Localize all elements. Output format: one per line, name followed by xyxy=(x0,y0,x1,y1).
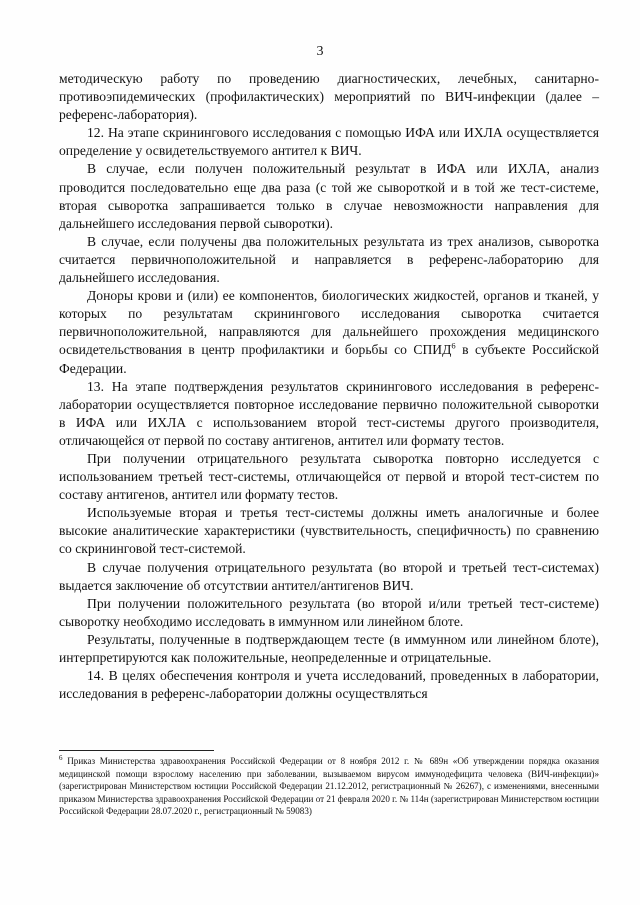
paragraph: В случае, если получены два положительных результата из трех анализов, сыворотка считается первичноположительной и направляется в референс-лабораторию для дальнейшего исследования. xyxy=(59,233,599,286)
paragraph: 12. На этапе скринингового исследования с помощью ИФА или ИХЛА осуществляется определение у освидетельствуемого антител к ВИЧ. xyxy=(59,125,599,159)
footnote xyxy=(59,755,599,818)
paragraph-text-continued: в субъекте Российской Федерации. xyxy=(59,342,599,376)
paragraph: Результаты, полученные в подтверждающем тесте (в иммунном или линейном блоте), интерпретируются как положительные, неопределенные и отрицательные. xyxy=(59,631,599,665)
paragraph: методическую работу по проведению диагностических, лечебных, санитарно-противоэпидемических (профилактических) мероприятий по ВИЧ-инфекции (далее – референс-лаборатория). xyxy=(59,71,599,123)
page-number: 3 xyxy=(316,44,324,59)
paragraph: При получении положительного результата (во второй и/или третьей тест-системе) сыворотку необходимо исследовать в иммунном или линейном блоте. xyxy=(59,595,599,629)
footnote-marker: 6 xyxy=(59,753,63,762)
footnote-reference[interactable]: 6 xyxy=(451,340,456,351)
paragraph-with-footnote xyxy=(59,287,599,377)
paragraph: В случае, если получен положительный результат в ИФА или ИХЛА, анализ проводится последовательно еще два раза (с той же сывороткой и в той же тест-системе, вторая сыворотка запрашивается только в случае невозможности направления для дальнейшего исследования первой сыворотки). xyxy=(59,161,599,231)
paragraph: В случае получения отрицательного результата (во второй и третьей тест-системах) выдается заключение об отсутствии антител/антигенов ВИЧ. xyxy=(59,559,599,593)
document-body xyxy=(59,70,599,703)
paragraph: При получении отрицательного результата сыворотка повторно исследуется с использованием третьей тест-системы, отличающейся от первой и второй тест-систем по составу антигенов, антител или формату тестов. xyxy=(59,450,599,503)
footnote-text: Приказ Министерства здравоохранения Российской Федерации от 8 ноября 2012 г. № 689н «Об утверждении порядка оказания медицинской помощи взрослому населению при заболевании, вызываемом вирусом иммунодефицита человека (ВИЧ-инфекции)» (зарегистрирован Министерством юстиции Российской Федерации 21.12.2012, регистрационный № 26267), с изменениями, внесенными приказом Министерства здравоохранения Российской Федерации от 21 февраля 2020 г. № 114н (зарегистрирован Министерством юстиции Российской Федерации 28.07.2020 г., регистрационный № 59083) xyxy=(59,756,600,817)
paragraph: Используемые вторая и третья тест-системы должны иметь аналогичные и более высокие аналитические характеристики (чувствительность, специфичность) по сравнению со скрининговой тест-системой. xyxy=(59,505,599,557)
footnote-divider xyxy=(59,750,214,751)
paragraph-text: Доноры крови и (или) ее компонентов, биологических жидкостей, органов и тканей, у которых по результатам скринингового исследования сыворотка считается первичноположительной, направляются для дальнейшего прохождения медицинского освидетельствования в центр профилактики и борьбы со СПИД xyxy=(59,288,599,358)
paragraph: 14. В целях обеспечения контроля и учета исследований, проведенных в лаборатории, исследования в референс-лаборатории должны осуществляться xyxy=(59,668,599,702)
paragraph: 13. На этапе подтверждения результатов скринингового исследования в референс-лаборатории осуществляется повторное исследование первично положительной сыворотки в ИФА или ИХЛА с использованием второй тест-системы другого производителя, отличающейся от первой по составу антигенов, антител или формату тестов. xyxy=(59,378,599,448)
